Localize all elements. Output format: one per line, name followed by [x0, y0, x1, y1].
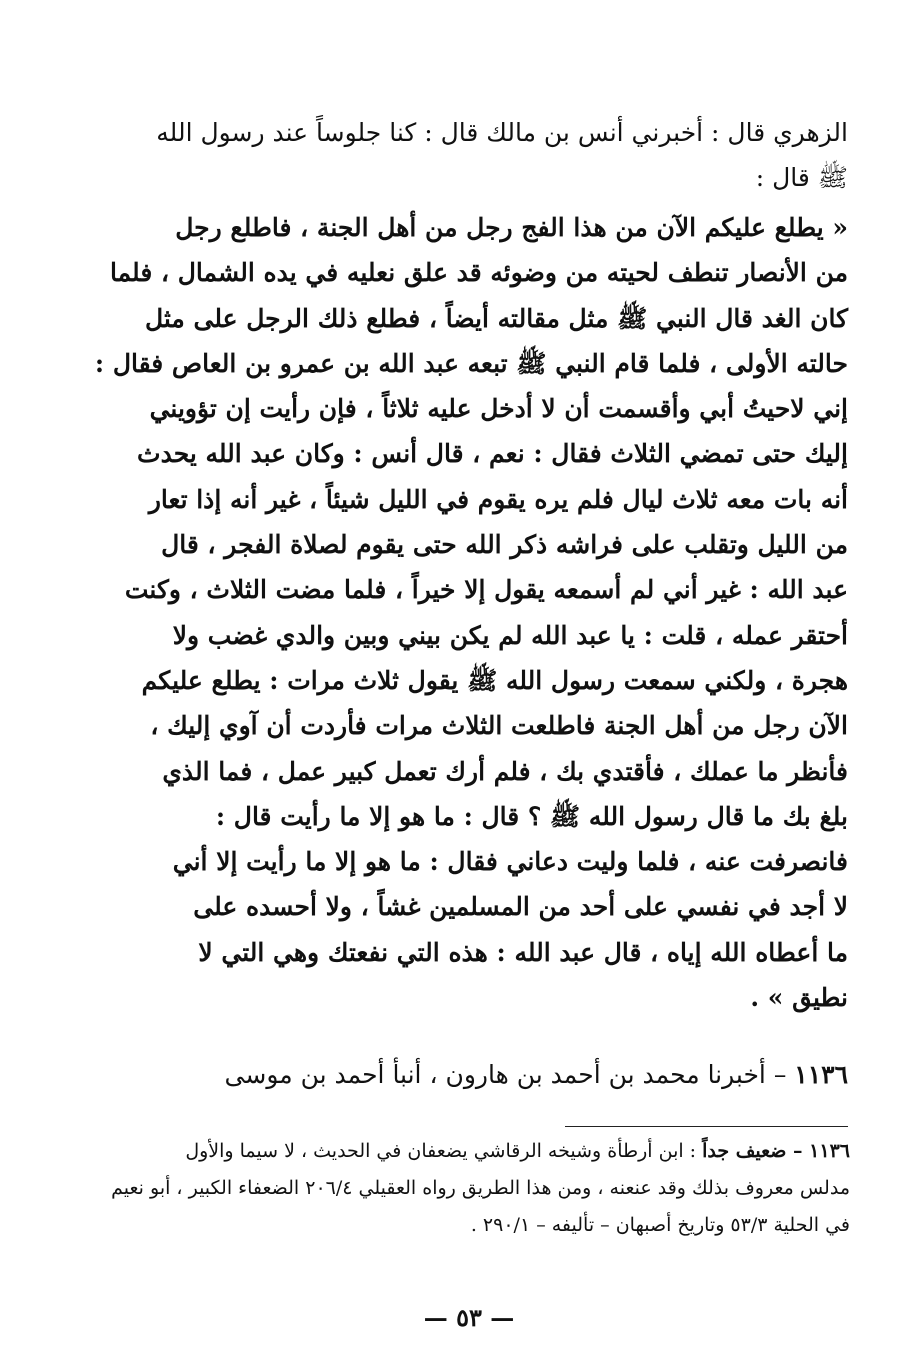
hadith-line: بلغ بك ما قال رسول الله ﷺ ؟ قال : ما هو إلا ما رأيت قال :	[215, 801, 848, 831]
hadith-line: لا أجد في نفسي على أحد من المسلمين غشاً ، ولا أحسده على	[193, 892, 848, 922]
hadith-line: هجرة ، ولكني سمعت رسول الله ﷺ يقول ثلاث مرات : يطلع عليكم	[141, 665, 848, 695]
hadith-line: إليك حتى تمضي الثلاث فقال : نعم ، قال أنس : وكان عبد الله يحدث	[137, 439, 848, 469]
hadith-line: فأنظر ما عملك ، فأقتدي بك ، فلم أرك تعمل كبير عمل ، فما الذي	[162, 756, 848, 786]
next-entry	[148, 1052, 848, 1097]
hadith-line: أنه بات معه ثلاث ليال فلم يره يقوم في الليل شيئاً ، غير أنه إذا تعار	[148, 484, 848, 514]
footnote-line: في الحلية ٥٣/٣ وتاريخ أصبهان – تأليفه – ٢٩٠/١ .	[470, 1214, 850, 1236]
hadith-line: الآن رجل من أهل الجنة فاطلعت الثلاث مرات فأردت أن آوي إليك ،	[150, 711, 848, 741]
intro-line: ﷺ قال :	[755, 163, 848, 192]
footnote-line	[146, 1133, 850, 1170]
footnote	[111, 1133, 850, 1244]
intro-paragraph	[148, 110, 848, 200]
hadith-line: كان الغد قال النبي ﷺ مثل مقالته أيضاً ، فطلع ذلك الرجل على مثل	[144, 303, 848, 333]
hadith-line: « يطلع عليكم الآن من هذا الفج رجل من أهل الجنة ، فاطلع رجل	[175, 213, 848, 242]
next-entry-line	[148, 1052, 848, 1097]
footnote-ref: ١١٣٦	[809, 1140, 850, 1162]
hadith-line: من الليل وتقلب على فراشه ذكر الله حتى يقوم لصلاة الفجر ، قال	[161, 530, 848, 560]
entry-number: ١١٣٦	[794, 1060, 848, 1089]
hadith-line: من الأنصار تنطف لحيته من وضوئه قد علق نعليه في يده الشمال ، فلما	[109, 258, 848, 288]
hadith-line: ما أعطاه الله إياه ، قال عبد الله : هذه التي نفعتك وهي التي لا	[198, 937, 848, 967]
footnote-divider	[565, 1126, 848, 1127]
hadith-line: أحتقر عمله ، قلت : يا عبد الله لم يكن بيني وبين والدي غضب ولا	[172, 620, 848, 650]
hadith-text	[94, 205, 848, 1020]
hadith-line: حالته الأولى ، فلما قام النبي ﷺ تبعه عبد الله بن عمرو بن العاص فقال :	[94, 348, 848, 378]
hadith-line: إني لاحيتُ أبي وأقسمت أن لا أدخل عليه ثلاثاً ، فإن رأيت إن تؤويني	[149, 394, 848, 424]
hadith-line: عبد الله : غير أني لم أسمعه يقول إلا خيراً ، فلما مضت الثلاث ، وكنت	[124, 575, 848, 605]
entry-text: – أخبرنا محمد بن أحمد بن هارون ، أنبأ أحمد بن موسى	[224, 1060, 795, 1089]
hadith-line: نطيق » .	[750, 983, 848, 1013]
hadith-line: فانصرفت عنه ، فلما وليت دعاني فقال : ما هو إلا ما رأيت إلا أني	[172, 847, 848, 877]
footnote-grade: – ضعيف جداً	[702, 1140, 810, 1162]
footnote-text: : ابن أرطأة وشيخه الرقاشي يضعفان في الحديث ، لا سيما والأول	[185, 1140, 703, 1162]
page-number: — ٥٣ —	[423, 1303, 515, 1332]
intro-line: الزهري قال : أخبرني أنس بن مالك قال : كنا جلوساً عند رسول الله	[156, 118, 848, 147]
footnote-line: مدلس معروف بذلك وقد عنعنه ، ومن هذا الطريق رواه العقيلي ٢٠٦/٤ الضعفاء الكبير ، أبو نعيم	[111, 1177, 850, 1199]
